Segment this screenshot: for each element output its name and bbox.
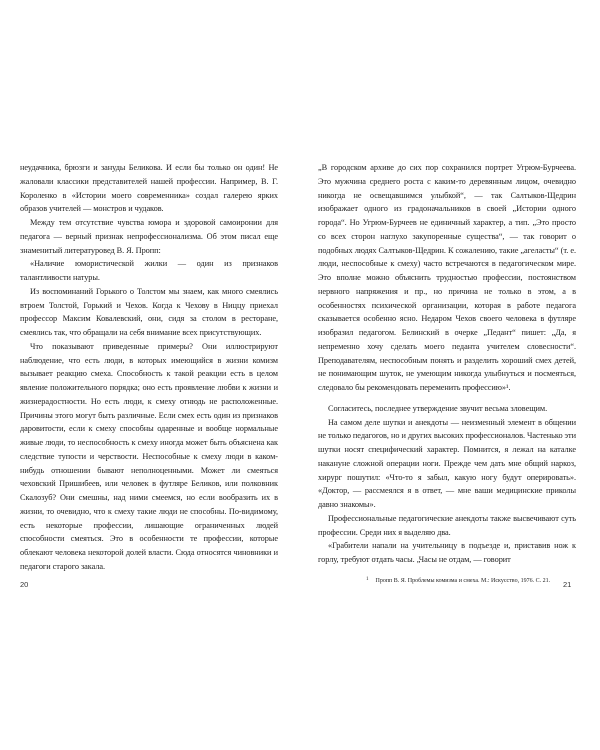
- right-page-number: 21: [563, 580, 572, 589]
- footnote-text: Пропп В. Я. Проблемы комизма и смеха. М.: Искусство, 1976. С. 21.: [375, 577, 551, 584]
- left-paragraph-5: Что показывают приведенные примеры? Они иллюстрируют наблюдение, что есть люди, в которых имеющийся в жизни комизм вызывает реакцию смеха. Способность к такой реакции есть в целом явление положительного порядка; оно есть проявление любви к жизни и жизнерадостности. Но есть люди, к смеху отнюдь не расположенные. Причины этого могут быть различные. Если смех есть один из признаков даровитости, если к смеху способны одаренные и вообще нормальные живые люди, то неспособность к смеху иногда может быть объяснена как следствие тупости и черствости. Неспособные к смеху люди в каком-нибудь отношении бывают неполноценными. Может ли смеяться чеховский Пришибеев, или человек в футляре Беликов, или полковник Скалозуб? Они смешны, над ними смеемся, но если вообразить их в жизни, то очевидно, что к смеху такие люди не способны. По-видимому, есть некоторые профессии, лишающие ограниченных людей способности смеяться. Это в особенности те профессии, которые облекают человека некоторой долей власти. Сюда относятся чиновники и педагоги старого закала.: [20, 341, 278, 571]
- right-paragraph-5: «Грабители напали на учительницу в подъезде и, приставив нож к горлу, требуют отдать часы. „Часы не отдам, — говорит: [318, 541, 576, 564]
- right-page: [318, 161, 576, 586]
- footnote: [318, 575, 576, 586]
- right-paragraph-3: На самом деле шутки и анекдоты — неизменный элемент в общении не только педагогов, но и других высоких профессионалов. Частенько эти шутки носят специфический характер. Помнится, я лежал на каталке накануне сложной операции ноги. Прежде чем дать мне общий наркоз, хирург пошутил: «Что-то я забыл, какую ногу будут оперировать». «Доктор, — рассмеялся я в ответ, — мне ваши медицинские приколы давно знакомы».: [318, 417, 576, 509]
- left-paragraph-2: Между тем отсутствие чувства юмора и здоровой самоиронии для педагога — верный признак непрофессионализма. Об этом писал еще знаменитый литературовед В. Я. Пропп:: [20, 218, 278, 255]
- footnote-mark: 1: [366, 576, 369, 582]
- left-paragraph-1: неудачника, брюзги и зануды Беликова. И если бы только он один! Не жаловали классики представителей нашей профессии. Например, В. Г. Короленко в «Истории моего современника» создал галерею ярких образов учителей — монстров и чудаков.: [20, 163, 278, 214]
- left-paragraph-3: «Наличие юмористической жилки — один из признаков талантливости натуры.: [20, 259, 278, 282]
- right-paragraph-2: Согласитесь, последнее утверждение звучит весьма зловещим.: [328, 403, 548, 413]
- left-page-number: 20: [20, 580, 29, 589]
- right-paragraph-1: „В городском архиве до сих пор сохранился портрет Угрюм-Бурчеева. Это мужчина среднего роста с каким-то деревянным лицом, очевидно никогда не освещавшимся улыбкой“, — так Салтыков-Щедрин изображает одного из градоначальников в своей „Истории одного города“. Но Угрюм-Бурчеев не единичный характер, а тип. „Это просто со всех сторон наглухо закупоренные существа“, — так говорит о подобных людях Салтыков-Щедрин. К сожалению, такие „агеласты“ (т. е. люди, неспособные к смеху) часто встречаются в педагогическом мире. Это вполне можно объяснить трудностью профессии, постоянством нервного напряжения и пр., но причина не только в этом, а в особенностях психической организации, которая в работе педагога сказывается особенно ясно. Недаром Чехов своего человека в футляре изобразил педагогом. Белинский в очерке „Педант“ пишет: „Да, я непременно хочу сделать моего педанта учителем словесности“. Преподавателям, неспособным понять и разделить хороший смех детей, не понимающим шуток, не умеющим никогда улыбнуться и посмеяться, следовало бы рекомендовать переменить профессию»¹.: [318, 163, 576, 392]
- left-paragraph-4: Из воспоминаний Горького о Толстом мы знаем, как много смеялись втроем Толстой, Горький и Чехов. Когда к Чехову в Ниццу приехал профессор Максим Ковалевский, они, сидя за столом в ресторане, смеялись так, что обращали на себя внимание всех присутствующих.: [20, 286, 278, 337]
- right-paragraph-4: Профессиональные педагогические анекдоты также высвечивают суть профессии. Среди них я выделяю два.: [318, 513, 576, 537]
- left-page: [20, 161, 278, 574]
